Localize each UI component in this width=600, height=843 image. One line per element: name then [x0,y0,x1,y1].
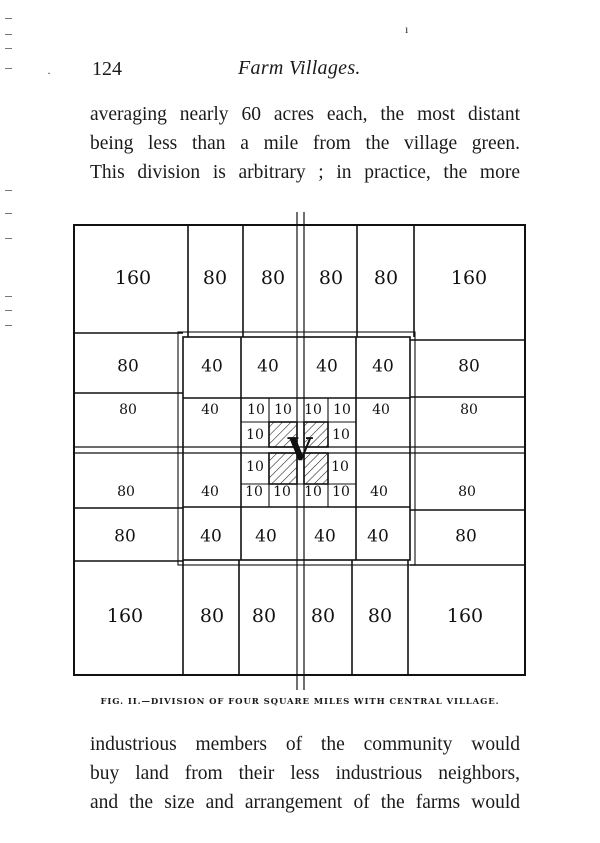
plot-acreage-label: 80 [310,605,336,627]
plot-acreage-label: 80 [119,402,137,418]
running-title: Farm Villages. [238,57,361,79]
plot-acreage-label: 80 [318,267,344,289]
text-line: being less than a mile from the village green. [90,133,520,154]
plot-acreage-label: 10 [332,484,350,500]
plot-acreage-label: 40 [372,356,394,377]
village-label: V [287,430,313,469]
plot-acreage-label: 10 [304,402,322,418]
plot-acreage-label: 40 [370,484,388,500]
plot-acreage-label: 10 [246,459,264,475]
stray-mark: ı [405,22,409,36]
plot-acreage-label: 40 [255,526,277,547]
page-number: 124 [92,58,122,80]
plot-acreage-label: 40 [200,526,222,547]
plot-acreage-label: 10 [274,402,292,418]
plot-acreage-label: 10 [246,427,264,443]
text-line: industrious members of the community would [90,734,520,755]
paragraph-bottom [90,730,520,817]
plot-acreage-label: 40 [316,356,338,377]
plot-acreage-label: 40 [257,356,279,377]
plot-acreage-label: 80 [114,526,136,547]
plot-acreage-label: 160 [446,605,484,627]
plot-acreage-label: 80 [458,356,480,377]
stray-mark: · [47,66,51,80]
plot-acreage-label: 80 [117,484,135,500]
plot-acreage-label: 40 [314,526,336,547]
plot-acreage-label: 80 [460,402,478,418]
plot-acreage-label: 40 [201,402,219,418]
plot-acreage-label: 40 [367,526,389,547]
plot-acreage-label: 160 [450,267,488,289]
plot-acreage-label: 80 [373,267,399,289]
text-line: averaging nearly 60 acres each, the most distant [90,104,520,125]
plot-acreage-label: 40 [372,402,390,418]
figure-caption: FIG. II.—DIVISION OF FOUR SQUARE MILES WITH CENTRAL VILLAGE. [100,697,500,707]
plot-acreage-label: 80 [117,356,139,377]
plot-acreage-label: 80 [458,484,476,500]
plot-acreage-label: 10 [333,402,351,418]
plot-acreage-label: 10 [332,427,350,443]
plot-acreage-label: 10 [304,484,322,500]
plot-acreage-label: 80 [260,267,286,289]
plot-acreage-label: 80 [367,605,393,627]
plot-acreage-label: 160 [114,267,152,289]
plot-acreage-label: 80 [455,526,477,547]
plot-acreage-label: 10 [331,459,349,475]
plot-acreage-label: 40 [201,356,223,377]
plot-acreage-label: 40 [201,484,219,500]
plot-acreage-label: 160 [106,605,144,627]
plot-acreage-label: 80 [199,605,225,627]
plot-acreage-label: 10 [247,402,265,418]
plot-acreage-label: 80 [251,605,277,627]
plot-acreage-label: 80 [202,267,228,289]
text-line: This division is arbitrary ; in practice, the more [90,162,520,183]
plot-acreage-label: 10 [273,484,291,500]
text-line: buy land from their less industrious neighbors, [90,763,520,784]
plot-acreage-label: 10 [245,484,263,500]
text-line: and the size and arrangement of the farms would [90,792,520,813]
